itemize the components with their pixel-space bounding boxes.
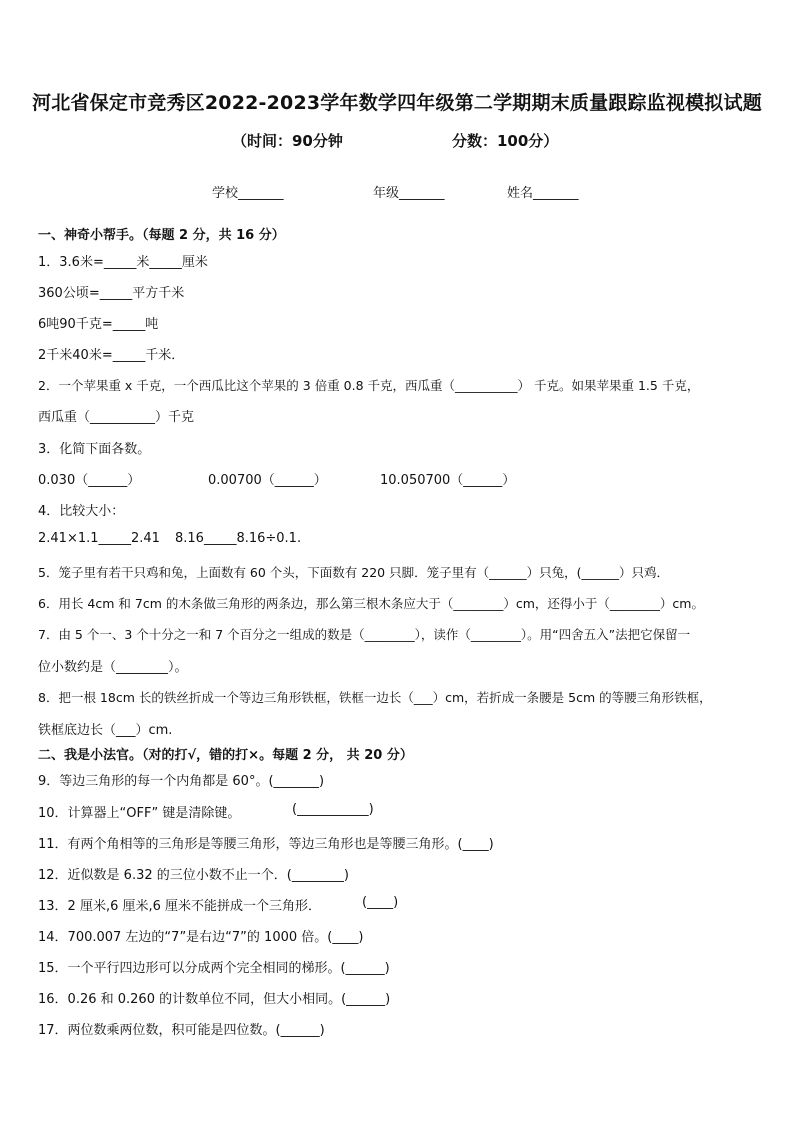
grade-field[interactable]: 年级_______ [373, 186, 445, 201]
question-3b: 0.00700（______） [208, 473, 327, 488]
question-4: 4．比较大小： [38, 504, 125, 519]
question-10: 10．计算器上“OFF” 键是清除键。 [38, 806, 241, 821]
question-3a: 0.030（______） [38, 473, 141, 488]
question-2-line2: 西瓜重（__________）千克 [38, 410, 195, 425]
question-10-blank: (___________) [292, 802, 374, 817]
question-3c: 10.050700（______） [380, 473, 516, 488]
question-9: 9．等边三角形的每一个内角都是 60°。(_______) [38, 774, 325, 789]
question-14: 14．700.007 左边的“7”是右边“7”的 1000 倍。(____) [38, 930, 364, 945]
question-7-line2: 位小数约是（________）。 [38, 660, 188, 675]
question-16: 16．0.26 和 0.260 的计数单位不同，但大小相同。(______) [38, 992, 391, 1007]
question-17: 17．两位数乘两位数，积可能是四位数。(______) [38, 1023, 325, 1038]
question-1c: 6吨90千克=_____吨 [38, 317, 159, 332]
page-title: 河北省保定市竞秀区2022-2023学年数学四年级第二学期期末质量跟踪监视模拟试题 [32, 92, 762, 114]
question-1a: 1．3.6米=_____米_____厘米 [38, 255, 208, 270]
question-13-blank: (____) [362, 895, 399, 910]
question-2-line1: 2．一个苹果重 x 千克，一个西瓜比这个苹果的 3 倍重 0.8 千克，西瓜重（__________） 千克。如果苹果重 1.5 千克， [38, 378, 700, 393]
question-3: 3．化简下面各数。 [38, 442, 151, 457]
question-11: 11．有两个角相等的三角形是等腰三角形，等边三角形也是等腰三角形。(____) [38, 837, 494, 852]
question-15: 15．一个平行四边形可以分成两个完全相同的梯形。(______) [38, 961, 390, 976]
question-12: 12．近似数是 6.32 的三位小数不止一个．(________) [38, 868, 349, 883]
section-2-heading: 二、我是小法官。（对的打√，错的打×。每题 2 分， 共 20 分） [38, 748, 413, 763]
question-8-line2: 铁框底边长（___）cm. [38, 723, 173, 738]
school-field[interactable]: 学校_______ [212, 186, 284, 201]
question-7-line1: 7．由 5 个一、3 个十分之一和 7 个百分之一组成的数是（________），读作（________）。用“四舍五入”法把它保留一 [38, 627, 691, 642]
question-5: 5．笼子里有若干只鸡和兔，上面数有 60 个头，下面数有 220 只脚．笼子里有（______）只兔，(______）只鸡． [38, 565, 669, 580]
question-4b: 8.16_____8.16÷0.1. [175, 531, 302, 546]
question-4a: 2.41×1.1_____2.41 [38, 531, 160, 546]
question-13: 13．2 厘米,6 厘米,6 厘米不能拼成一个三角形． [38, 899, 322, 914]
name-field[interactable]: 姓名_______ [507, 186, 579, 201]
exam-score: 分数：100分） [452, 132, 559, 150]
question-1d: 2千米40米=_____千米． [38, 348, 185, 363]
question-8-line1: 8．把一根 18cm 长的铁丝折成一个等边三角形铁框，铁框一边长（___）cm，若折成一条腰是 5cm 的等腰三角形铁框， [38, 690, 712, 705]
question-6: 6．用长 4cm 和 7cm 的木条做三角形的两条边，那么第三根木条应大于（________）cm，还得小于（________）cm。 [38, 596, 704, 611]
exam-time: （时间：90分钟 [232, 132, 343, 150]
question-1b: 360公顷=_____平方千米 [38, 286, 185, 301]
section-1-heading: 一、神奇小帮手。（每题 2 分，共 16 分） [38, 228, 285, 243]
